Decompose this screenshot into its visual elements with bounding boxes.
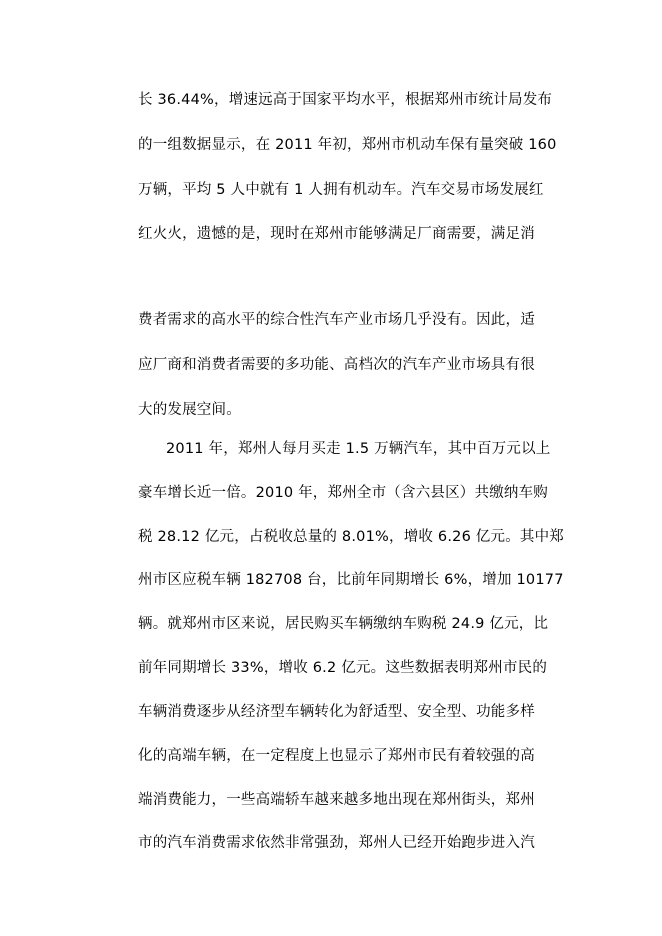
text-line: 费者需求的高水平的综合性汽车产业市场几乎没有。因此，适 <box>138 312 535 328</box>
text-line: 辆。就郑州市区来说，居民购买车辆缴纳车购税 24.9 亿元，比 <box>138 616 549 632</box>
text-line: 大的发展空间。 <box>138 402 241 418</box>
text-line: 的一组数据显示，在 2011 年初，郑州市机动车保有量突破 160 <box>138 137 557 153</box>
text-line: 豪车增长近一倍。2010 年，郑州全市（含六县区）共缴纳车购 <box>138 485 549 501</box>
text-line: 万辆，平均 5 人中就有 1 人拥有机动车。汽车交易市场发展红 <box>138 182 544 198</box>
text-line: 端消费能力，一些高端轿车越来越多地出现在郑州街头，郑州 <box>138 792 535 808</box>
text-line: 长 36.44%，增速远高于国家平均水平，根据郑州市统计局发布 <box>138 92 553 108</box>
text-line: 市的汽车消费需求依然非常强劲，郑州人已经开始跑步进入汽 <box>138 835 535 851</box>
text-line: 州市区应税车辆 182708 台，比前年同期增长 6%，增加 10177 <box>138 572 564 588</box>
paragraph-first-line: 2011 年，郑州人每月买走 1.5 万辆汽车，其中百万元以上 <box>166 441 551 457</box>
text-line: 应厂商和消费者需要的多功能、高档次的汽车产业市场具有很 <box>138 357 535 373</box>
text-line: 车辆消费逐步从经济型车辆转化为舒适型、安全型、功能多样 <box>138 704 535 720</box>
text-line: 红火火，遗憾的是，现时在郑州市能够满足厂商需要，满足消 <box>138 226 535 242</box>
text-line: 税 28.12 亿元，占税收总量的 8.01%，增收 6.26 亿元。其中郑 <box>138 529 565 545</box>
text-line: 前年同期增长 33%，增收 6.2 亿元。这些数据表明郑州市民的 <box>138 660 548 676</box>
text-line: 化的高端车辆，在一定程度上也显示了郑州市民有着较强的高 <box>138 748 535 764</box>
